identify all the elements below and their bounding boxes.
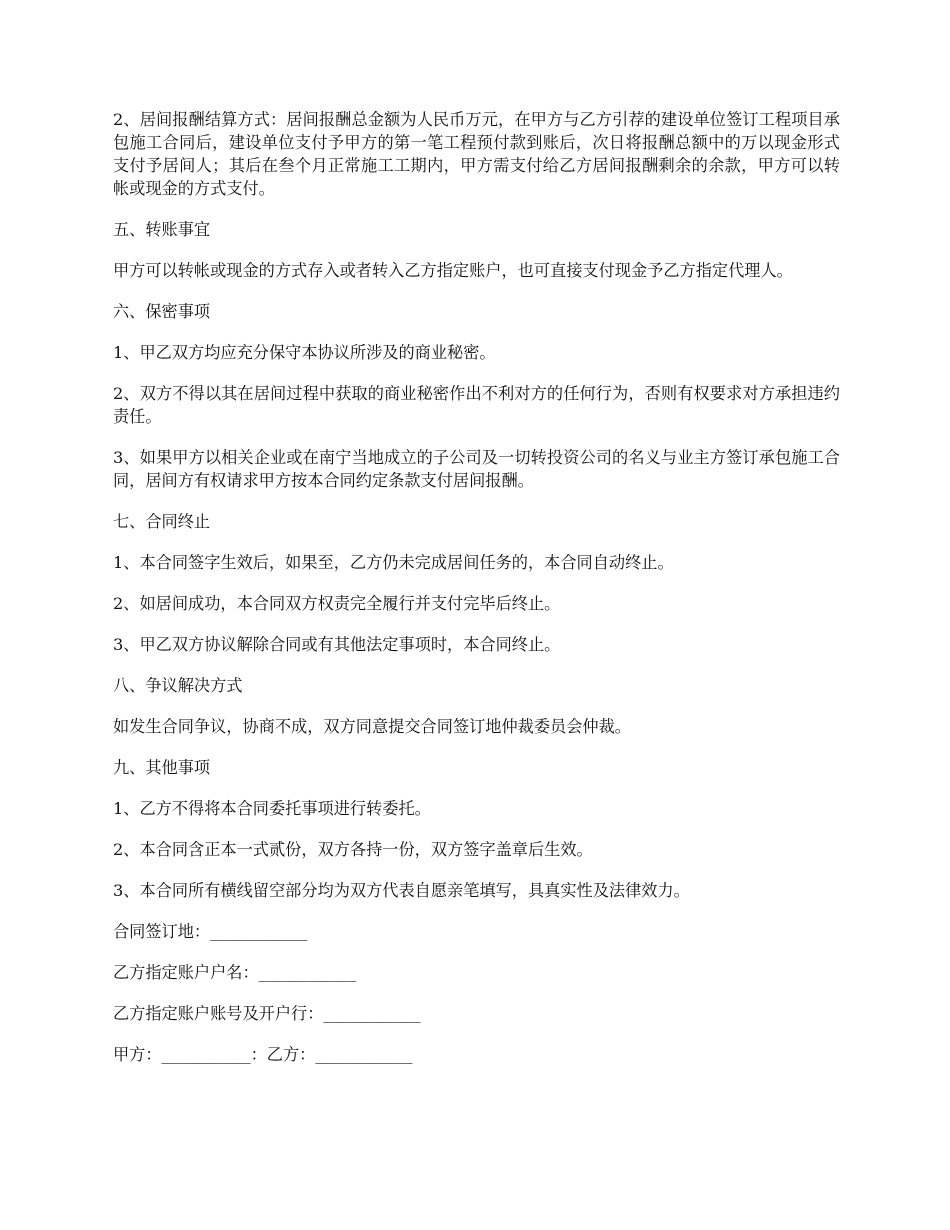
clause-6-3: 3、如果甲方以相关企业或在南宁当地成立的子公司及一切转投资公司的名义与业主方签订承包施工合同，居间方有权请求甲方按本合同约定条款支付居间报酬。 [113, 448, 840, 490]
section-8-body: 如发生合同争议，协商不成，双方同意提交合同签订地仲裁委员会仲裁。 [113, 717, 631, 736]
clause-9-3: 3、本合同所有横线留空部分均为双方代表自愿亲笔填写，具真实性及法律效力。 [113, 881, 690, 900]
clause-7-2: 2、如居间成功，本合同双方权责完全履行并支付完毕后终止。 [113, 594, 561, 613]
clause-9-1: 1、乙方不得将本合同委托事项进行转委托。 [113, 799, 431, 818]
document-page [113, 108, 840, 1084]
section-5-body: 甲方可以转帐或现金的方式存入或者转入乙方指定账户，也可直接支付现金予乙方指定代理人。 [113, 261, 793, 280]
section-8-heading: 八、争议解决方式 [113, 676, 243, 695]
clause-7-3: 3、甲乙双方协议解除合同或有其他法定事项时，本合同终止。 [113, 635, 561, 654]
account-number-bank-field: 乙方指定账户账号及开户行：____________ [113, 1004, 421, 1023]
clause-7-1: 1、本合同签字生效后，如果至，乙方仍未完成居间任务的，本合同自动终止。 [113, 553, 674, 572]
clause-9-2: 2、本合同含正本一式贰份，双方各持一份，双方签字盖章后生效。 [113, 840, 593, 859]
section-9-heading: 九、其他事项 [113, 758, 211, 777]
party-signatures-field: 甲方：___________：乙方：____________ [113, 1045, 413, 1064]
clause-6-2: 2、双方不得以其在居间过程中获取的商业秘密作出不利对方的任何行为，否则有权要求对方承担违约责任。 [113, 384, 840, 426]
section-6-heading: 六、保密事项 [113, 302, 211, 321]
signing-place-field: 合同签订地：____________ [113, 922, 308, 941]
section-7-heading: 七、合同终止 [113, 512, 211, 531]
account-name-field: 乙方指定账户户名：____________ [113, 963, 356, 982]
clause-6-1: 1、甲乙双方均应充分保守本协议所涉及的商业秘密。 [113, 343, 496, 362]
clause-4-2-payment-method: 2、居间报酬结算方式：居间报酬总金额为人民币万元，在甲方与乙方引荐的建设单位签订工程项目承包施工合同后，建设单位支付予甲方的第一笔工程预付款到账后，次日将报酬总额中的万以现金形式支付予居间人；其后在叁个月正常施工工期内，甲方需支付给乙方居间报酬剩余的余款，甲方可以转帐或现金的方式支付。 [113, 110, 840, 198]
section-5-heading: 五、转账事宜 [113, 220, 211, 239]
